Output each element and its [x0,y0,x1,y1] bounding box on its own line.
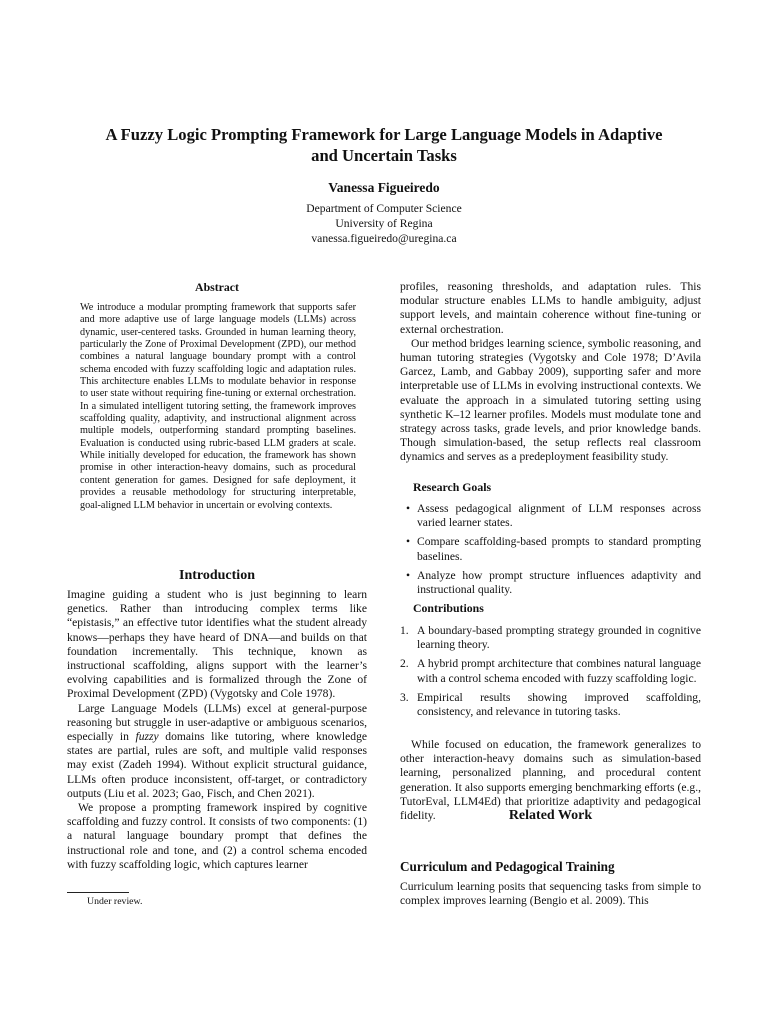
research-goal-item: • Assess pedagogical alignment of LLM responses across varied learner states. [400,502,701,530]
introduction-body [67,588,367,872]
author-affiliation [0,201,768,246]
research-goals-heading: Research Goals [413,480,492,494]
contributions-list [400,624,701,724]
footnote: Under review. [87,896,143,907]
research-goals-list [400,502,701,602]
research-goal-item: • Compare scaffolding-based prompts to standard prompting baselines. [400,535,701,563]
intro-p2-text-b: domains like tutoring, where knowledge states are partial, rules are soft, and multiple valid responses may exist (Zadeh 1994). Without explicit structural guidance, LLMs often produce inconsistent, off-target, or contradictory outputs (Liu et al. 2023; Gao, Fisch, and Chen 2021). [67,730,368,800]
curriculum-paragraph: Curriculum learning posits that sequencing tasks from simple to complex improves learning (Bengio et al. 2009). This [400,880,701,908]
contribution-text: A hybrid prompt architecture that combines natural language with a control schema encoded with fuzzy scaffolding logic. [417,657,701,685]
author-email: vanessa.figueiredo@uregina.ca [311,232,457,245]
contributions-heading: Contributions [413,601,484,615]
contribution-item [400,691,701,719]
contribution-text: Empirical results showing improved scaffolding, consistency, and relevance in tutoring tasks. [417,690,701,719]
method-paragraph: Our method bridges learning science, symbolic reasoning, and human tutoring strategies (Vygotsky and Cole 1978; D’Avila Garcez, Lamb, and Gabbay 2009), supporting safer and more interpretable use of LLMs in evolving instructional contexts. We evaluate the approach in a simulated tutoring setting using synthetic K–12 learner profiles. Models must modulate tone and strategy across tasks, grade levels, and prior knowledge bands. Though simulation-based, the setup reflects real classroom dynamics and serves as a predeployment feasibility study. [400,336,701,464]
intro-paragraph-1: Imagine guiding a student who is just beginning to learn genetics. Rather than introducing complex terms like “epistasis,” an effective tutor identifies what the student already knows—perhaps they have heard of DNA—and builds on that foundation incrementally. This technique, known as instructional scaffolding, aligns support with the learner’s evolving capabilities and is formalized through the Zone of Proximal Development (ZPD) (Vygotsky and Cole 1978). [67,588,367,701]
abstract-heading: Abstract [195,280,239,294]
right-column-intro-continued [400,280,701,465]
contribution-number: 1. [400,624,409,637]
curriculum-subheading: Curriculum and Pedagogical Training [400,859,615,874]
title-line-1: A Fuzzy Logic Prompting Framework for Large Language Models in Adaptive [105,125,663,144]
department: Department of Computer Science [306,202,462,215]
intro-p2-emphasis: fuzzy [135,730,159,744]
paper-title [40,124,728,166]
author-name: Vanessa Figueiredo [328,180,440,195]
intro-continued-paragraph: profiles, reasoning thresholds, and adaptation rules. This modular structure enables LLMs to handle ambiguity, adjust support levels, and maintain coherence without fine-tuning or external orchestration. [400,280,701,336]
generalization-paragraph: While focused on education, the framework generalizes to other interaction-heavy domains such as simulation-based learning, personalized planning, and procedural content generation. It also supports emerging benchmarking efforts (e.g., TutorEval, LLM4Ed) that prioritize adaptivity and pedagogical fidelity. [400,738,701,823]
title-line-2: and Uncertain Tasks [311,146,457,165]
contribution-item [400,657,701,685]
introduction-heading: Introduction [179,568,255,583]
intro-paragraph-2 [67,702,367,801]
contribution-text: A boundary-based prompting strategy grounded in cognitive learning theory. [417,624,701,652]
university: University of Regina [335,217,433,230]
intro-p2-text-a: Large Language Models (LLMs) excel at general-purpose reasoning but struggle in user-adaptive or ambiguous scenarios, especially in [67,701,367,744]
footnote-rule [67,892,129,893]
related-work-heading: Related Work [508,808,593,823]
research-goal-item: • Analyze how prompt structure influences adaptivity and instructional quality. [400,569,701,597]
abstract-text: We introduce a modular prompting framework that supports safer and more adaptive use of large language models (LLMs) across dynamic, user-centered tasks. Grounded in human learning theory, particularly the Zone of Proximal Development (ZPD), our method combines a natural language boundary prompt with a control schema encoded with fuzzy scaffolding logic and adaptation rules. This architecture enables LLMs to modulate behavior in response to user state without requiring fine-tuning or external orchestration. In a simulated intelligent tutoring setting, the framework improves scaffolding quality, adaptivity, and instructional alignment across multiple models, outperforming standard prompting baselines. Evaluation is conducted using rubric-based LLM graders at scale. While initially developed for education, the framework has shown promise in other interaction-heavy domains, such as procedural content generation for games. Designed for safe deployment, it provides a reusable methodology for structuring interpretable, goal-aligned LLM behavior in uncertain or evolving contexts. [80,302,356,511]
contribution-number: 3. [400,690,409,704]
contribution-item [400,624,701,652]
contribution-number: 2. [400,657,409,671]
intro-paragraph-3: We propose a prompting framework inspired by cognitive scaffolding and fuzzy control. It consists of two components: (1) a natural language boundary prompt that defines the instructional role and tone, and (2) a control schema encoded with fuzzy scaffolding logic, which captures learner [67,801,367,871]
